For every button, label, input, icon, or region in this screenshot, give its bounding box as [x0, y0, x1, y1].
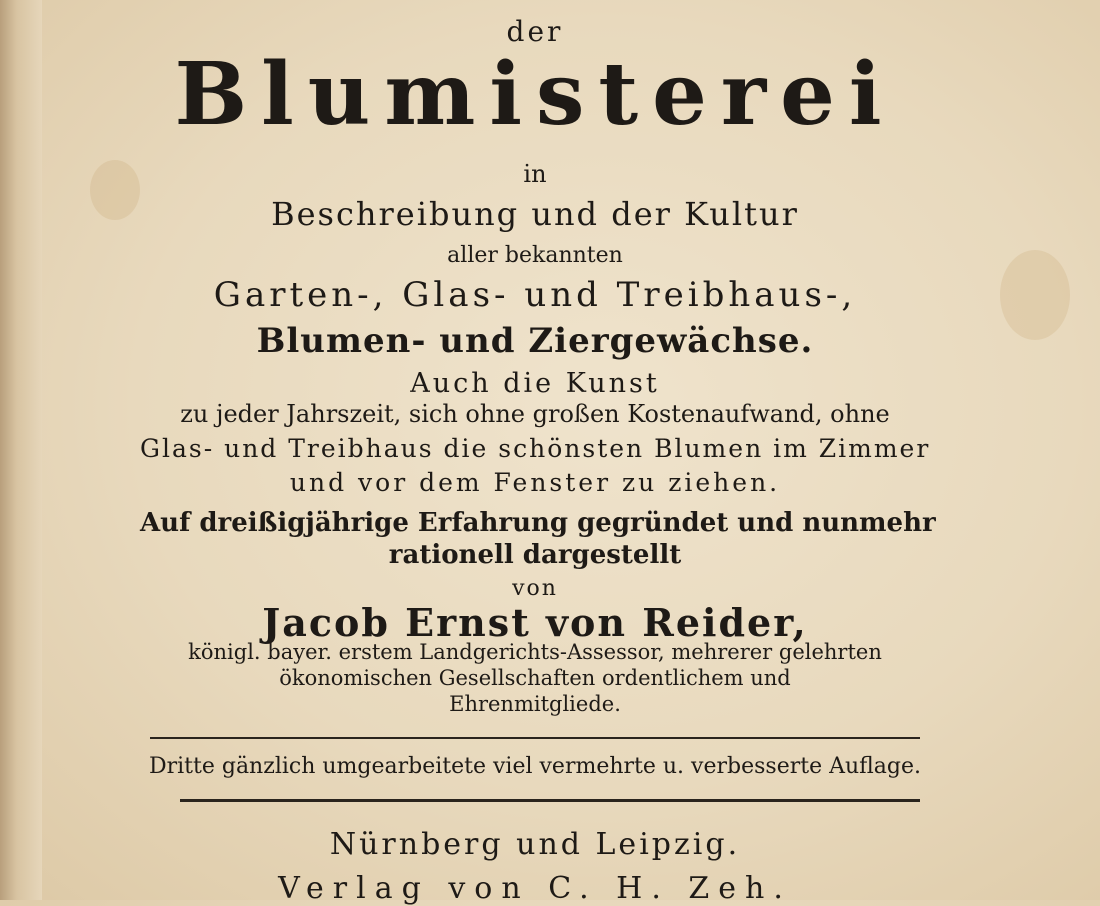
description-line: Auch die Kunst: [410, 368, 660, 399]
article-text: der: [506, 15, 564, 48]
author-description: Ehrenmitgliede.: [449, 692, 621, 716]
author-description: ökonomischen Gesellschaften ordentlichem und: [279, 666, 791, 690]
main-title: Blumisterei: [174, 44, 896, 145]
subtitle-line: Blumen- und Ziergewächse.: [256, 321, 814, 361]
subtitle-line: Beschreibung und der Kultur: [271, 195, 799, 233]
author-name: Jacob Ernst von Reider,: [262, 600, 808, 645]
edition-text: Dritte gänzlich umgearbeitete viel vermehrte u. verbesserte Auflage.: [148, 754, 922, 779]
book-spine-edge: [0, 0, 42, 900]
by-text: von: [512, 576, 558, 601]
paper-stain: [1000, 250, 1070, 340]
in-text: in: [523, 160, 547, 188]
basis-line: Auf dreißigjährige Erfahrung gegründet und nunmehr: [140, 508, 936, 538]
author-description: königl. bayer. erstem Landgerichts-Assessor, mehrerer gelehrten: [188, 640, 882, 664]
subtitle-line: Garten-, Glas- und Treibhaus-,: [213, 275, 857, 315]
paper-stain: [90, 160, 140, 220]
divider-rule: [150, 737, 920, 739]
publisher-text: Verlag von C. H. Zeh.: [278, 871, 792, 906]
basis-line: rationell dargestellt: [388, 540, 682, 570]
description-line: Glas- und Treibhaus die schönsten Blumen im Zimmer: [140, 434, 931, 463]
description-line: zu jeder Jahrszeit, sich ohne großen Kostenaufwand, ohne: [180, 400, 890, 428]
place-text: Nürnberg und Leipzig.: [329, 827, 741, 862]
subtitle-line: aller bekannten: [447, 243, 623, 268]
ornamental-rule: [180, 799, 920, 802]
description-line: und vor dem Fenster zu ziehen.: [289, 468, 781, 497]
